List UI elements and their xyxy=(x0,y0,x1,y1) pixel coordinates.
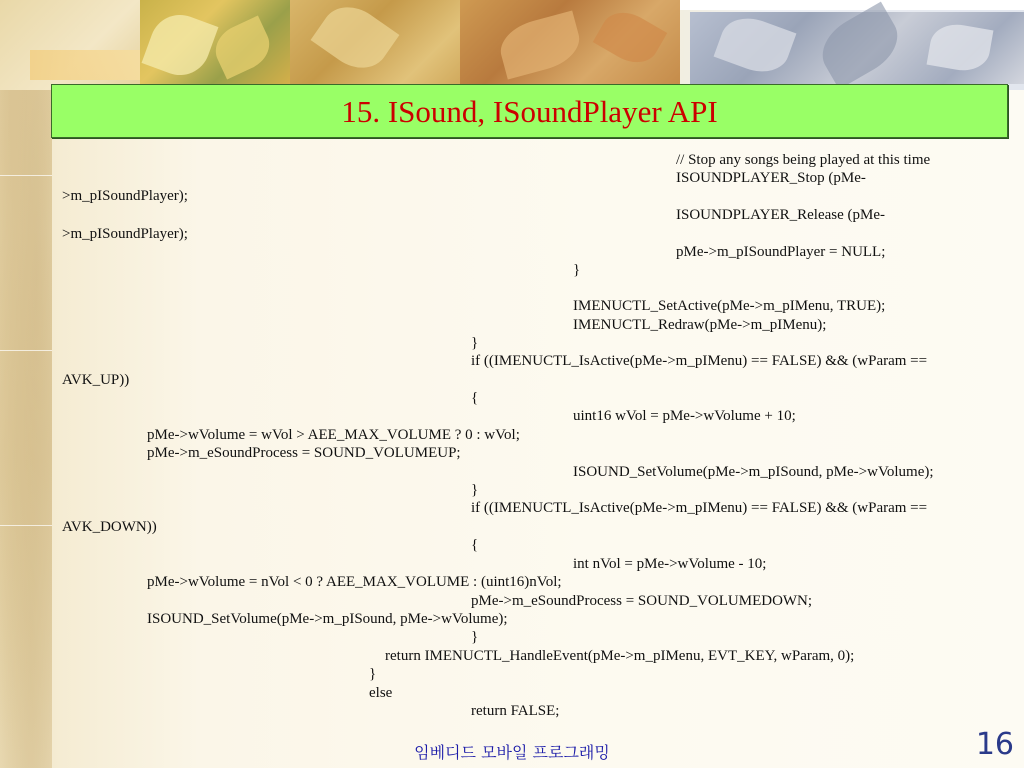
code-line: if ((IMENUCTL_IsActive(pMe->m_pIMenu) == FALSE) && (wParam == xyxy=(471,353,928,369)
code-line: pMe->m_pISoundPlayer = NULL; xyxy=(676,244,886,260)
code-line: return FALSE; xyxy=(471,703,560,719)
code-line: >m_pISoundPlayer); xyxy=(62,226,188,242)
page-number: 16 xyxy=(975,727,1014,762)
code-line: >m_pISoundPlayer); xyxy=(62,188,188,204)
code-line: { xyxy=(471,537,479,553)
code-line: pMe->wVolume = wVol > AEE_MAX_VOLUME ? 0 : wVol; xyxy=(147,427,520,443)
code-line: IMENUCTL_Redraw(pMe->m_pIMenu); xyxy=(573,317,827,333)
code-line: ISOUND_SetVolume(pMe->m_pISound, pMe->wVolume); xyxy=(573,464,934,480)
code-line: } xyxy=(471,482,479,498)
code-line: return IMENUCTL_HandleEvent(pMe->m_pIMenu, EVT_KEY, wParam, 0); xyxy=(385,648,855,664)
code-line: } xyxy=(471,335,479,351)
code-line: if ((IMENUCTL_IsActive(pMe->m_pIMenu) == FALSE) && (wParam == xyxy=(471,500,928,516)
code-line: int nVol = pMe->wVolume - 10; xyxy=(573,556,767,572)
code-line: ISOUNDPLAYER_Release (pMe- xyxy=(676,207,886,223)
code-line: ISOUND_SetVolume(pMe->m_pISound, pMe->wVolume); xyxy=(147,611,508,627)
code-line: AVK_UP)) xyxy=(62,372,130,388)
code-line: // Stop any songs being played at this time xyxy=(676,152,931,168)
code-line: } xyxy=(369,666,377,682)
slide-footer: 임베디드 모바일 프로그래밍 xyxy=(414,743,610,762)
code-line: pMe->m_eSoundProcess = SOUND_VOLUMEDOWN; xyxy=(471,593,813,609)
code-line: uint16 wVol = pMe->wVolume + 10; xyxy=(573,408,796,424)
code-line: IMENUCTL_SetActive(pMe->m_pIMenu, TRUE); xyxy=(573,298,886,314)
code-line: } xyxy=(573,262,581,278)
code-line: pMe->m_eSoundProcess = SOUND_VOLUMEUP; xyxy=(147,445,461,461)
code-line: pMe->wVolume = nVol < 0 ? AEE_MAX_VOLUME : (uint16)nVol; xyxy=(147,574,562,590)
code-line: { xyxy=(471,390,479,406)
code-line: AVK_DOWN)) xyxy=(62,519,157,535)
code-line: ISOUNDPLAYER_Stop (pMe- xyxy=(676,170,866,186)
code-line: else xyxy=(369,685,393,701)
slide-title: 15. ISound, ISoundPlayer API xyxy=(341,93,718,129)
code-line: } xyxy=(471,629,479,645)
